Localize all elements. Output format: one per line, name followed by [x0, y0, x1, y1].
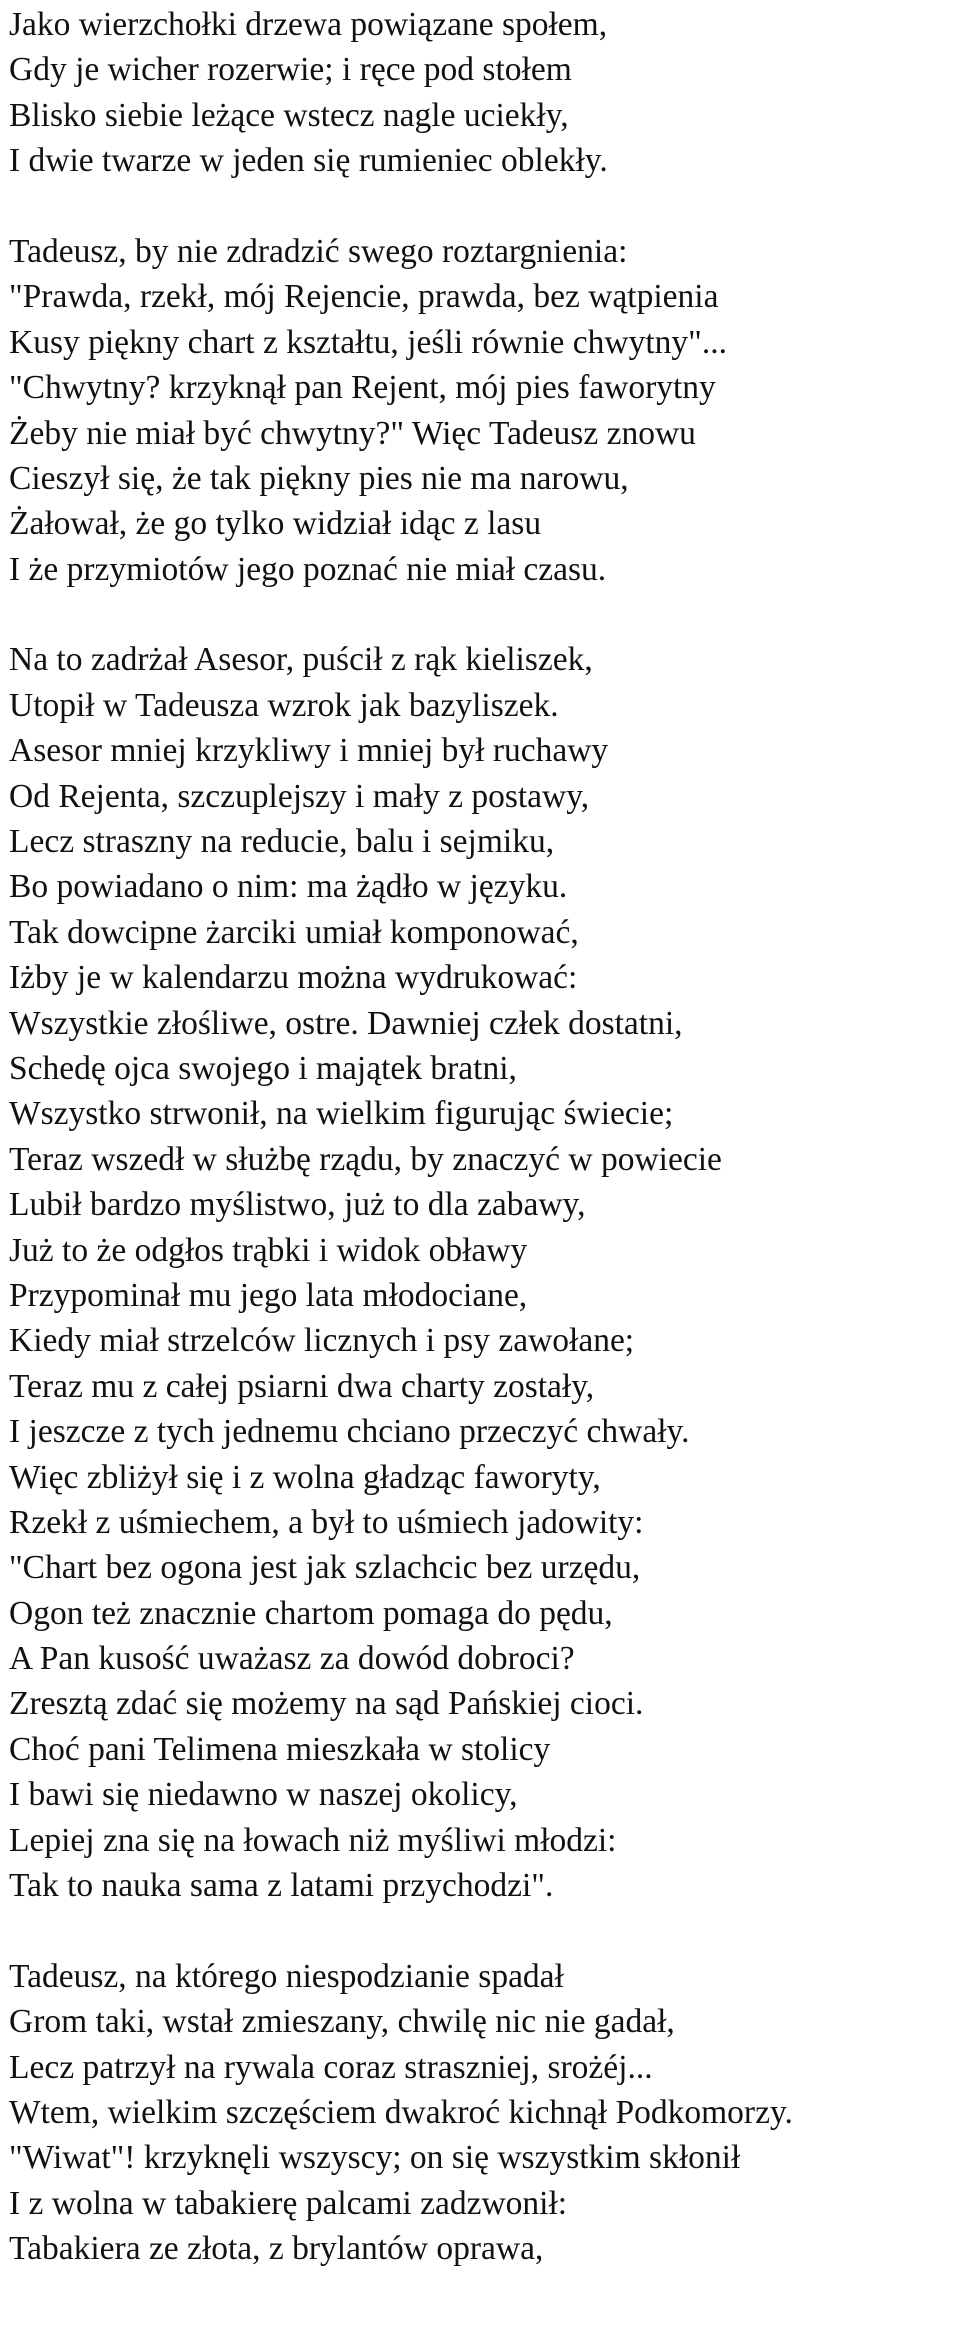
- text-line: Lecz patrzył na rywala coraz straszniej, srożéj...: [9, 2048, 653, 2086]
- text-line: Wszystkie złośliwe, ostre. Dawniej człek dostatni,: [9, 1004, 683, 1042]
- text-line: Ogon też znacznie chartom pomaga do pędu,: [9, 1594, 613, 1632]
- text-line: Blisko siebie leżące wstecz nagle uciekły,: [9, 96, 569, 134]
- text-line: Tak to nauka sama z latami przychodzi".: [9, 1867, 554, 1905]
- text-line: Schedę ojca swojego i majątek bratni,: [9, 1049, 517, 1087]
- text-line: I że przymiotów jego poznać nie miał czasu.: [9, 550, 607, 588]
- text-line: Tak dowcipne żarciki umiał komponować,: [9, 913, 579, 951]
- text-line: Utopił w Tadeusza wzrok jak bazyliszek.: [9, 686, 559, 724]
- text-line: Gdy je wicher rozerwie; i ręce pod stołem: [9, 51, 572, 89]
- text-line: "Chart bez ogona jest jak szlachcic bez urzędu,: [9, 1549, 641, 1587]
- text-line: Tabakiera ze złota, z brylantów oprawa,: [9, 2230, 544, 2268]
- text-line: Choć pani Telimena mieszkała w stolicy: [9, 1730, 551, 1768]
- text-line: Żałował, że go tylko widział idąc z lasu: [9, 505, 542, 543]
- text-line: Cieszył się, że tak piękny pies nie ma narowu,: [9, 459, 629, 497]
- text-line: Przypominał mu jego lata młodociane,: [9, 1276, 528, 1314]
- text-line: Lubił bardzo myślistwo, już to dla zabawy,: [9, 1186, 586, 1224]
- text-line: Teraz wszedł w służbę rządu, by znaczyć w powiecie: [9, 1140, 722, 1178]
- text-line: Iżby je w kalendarzu można wydrukować:: [9, 959, 578, 997]
- text-line: Na to zadrżał Asesor, puścił z rąk kieliszek,: [9, 641, 593, 679]
- text-line: Grom taki, wstał zmieszany, chwilę nic nie gadał,: [9, 2003, 675, 2041]
- text-line: Kusy piękny chart z kształtu, jeśli równie chwytny"...: [9, 323, 727, 361]
- document-page: [9, 2, 959, 2272]
- text-line: Lecz straszny na reducie, balu i sejmiku,: [9, 823, 555, 861]
- text-line: A Pan kusość uważasz za dowód dobroci?: [9, 1640, 575, 1678]
- text-line: Asesor mniej krzykliwy i mniej był ruchawy: [9, 732, 609, 770]
- text-line: Tadeusz, by nie zdradzić swego roztargnienia:: [9, 232, 628, 270]
- text-line: Od Rejenta, szczuplejszy i mały z postawy,: [9, 777, 590, 815]
- stanza-break: [9, 184, 959, 229]
- text-line: "Prawda, rzekł, mój Rejencie, prawda, bez wątpienia: [9, 278, 719, 316]
- text-line: I bawi się niedawno w naszej okolicy,: [9, 1776, 518, 1814]
- text-line: Wtem, wielkim szczęściem dwakroć kichnął Podkomorzy.: [9, 2093, 793, 2131]
- text-line: Jako wierzchołki drzewa powiązane społem,: [9, 6, 608, 43]
- text-line: I jeszcze z tych jednemu chciano przeczyć chwały.: [9, 1413, 690, 1451]
- text-line: Rzekł z uśmiechem, a był to uśmiech jadowity:: [9, 1503, 644, 1541]
- text-line: Teraz mu z całej psiarni dwa charty zostały,: [9, 1367, 595, 1405]
- text-line: Bo powiadano o nim: ma żądło w języku.: [9, 868, 568, 906]
- text-line: I dwie twarze w jeden się rumieniec oblekły.: [9, 142, 608, 180]
- text-line: Tadeusz, na którego niespodzianie spadał: [9, 1957, 564, 1995]
- text-line: Zresztą zdać się możemy na sąd Pańskiej cioci.: [9, 1685, 644, 1723]
- stanza-break: [9, 1908, 959, 1953]
- text-line: Kiedy miał strzelców licznych i psy zawołane;: [9, 1322, 635, 1360]
- text-line: "Chwytny? krzyknął pan Rejent, mój pies faworytny: [9, 369, 716, 407]
- text-line: Więc zbliżył się i z wolna gładząc faworyty,: [9, 1458, 601, 1496]
- text-line: Lepiej zna się na łowach niż myśliwi młodzi:: [9, 1821, 617, 1859]
- text-line: Już to że odgłos trąbki i widok obławy: [9, 1231, 528, 1269]
- text-line: Wszystko strwonił, na wielkim figurując świecie;: [9, 1095, 674, 1133]
- text-line: Żeby nie miał być chwytny?" Więc Tadeusz znowu: [9, 414, 696, 452]
- stanza-break: [9, 592, 959, 637]
- text-line: I z wolna w tabakierę palcami zadzwonił:: [9, 2184, 568, 2222]
- text-line: "Wiwat"! krzyknęli wszyscy; on się wszystkim skłonił: [9, 2139, 741, 2177]
